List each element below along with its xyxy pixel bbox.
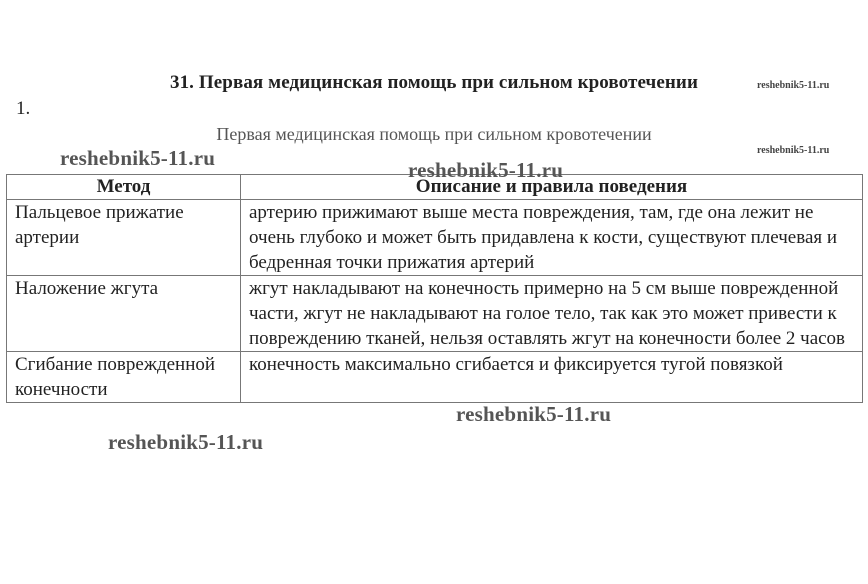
method-text: Сгибание поврежденной конечности	[15, 354, 216, 400]
column-header-description: Описание и правила поведения	[241, 175, 863, 200]
table-row	[7, 352, 863, 403]
description-cell	[241, 352, 863, 403]
method-text: Пальцевое прижатие артерии	[15, 202, 184, 248]
watermark-small: reshebnik5-11.ru	[757, 80, 830, 91]
watermark-large: reshebnik5-11.ru	[456, 402, 612, 426]
description-cell	[241, 200, 863, 276]
method-cell	[7, 200, 241, 276]
watermark-large: reshebnik5-11.ru	[408, 158, 564, 182]
watermark-small: reshebnik5-11.ru	[757, 145, 830, 156]
description-cell	[241, 276, 863, 352]
task-number: 1.	[16, 98, 31, 119]
description-text: артерию прижимают выше места повреждения, там, где она лежит не очень глубоко и может быть придавлена к кости, существуют плечевая и бедренная точки прижатия артерий	[249, 202, 838, 273]
table-row	[7, 276, 863, 352]
watermark-large: reshebnik5-11.ru	[108, 430, 264, 454]
bleeding-first-aid-table	[6, 174, 863, 403]
method-text: Наложение жгута	[15, 278, 159, 299]
column-header-method: Метод	[7, 175, 241, 200]
watermark-large: reshebnik5-11.ru	[60, 146, 216, 170]
page-heading: 31. Первая медицинская помощь при сильном кровотечении	[169, 72, 698, 93]
description-text: конечность максимально сгибается и фиксируется тугой повязкой	[249, 354, 783, 375]
description-text: жгут накладывают на конечность примерно на 5 см выше поврежденной части, жгут не накладывают на голое тело, так как это может привести к повреждению тканей, нельзя оставлять жгут на конечности более 2 часов	[249, 278, 846, 349]
method-cell	[7, 276, 241, 352]
table-caption: Первая медицинская помощь при сильном кровотечении	[216, 124, 652, 144]
method-cell	[7, 352, 241, 403]
table-row	[7, 200, 863, 276]
